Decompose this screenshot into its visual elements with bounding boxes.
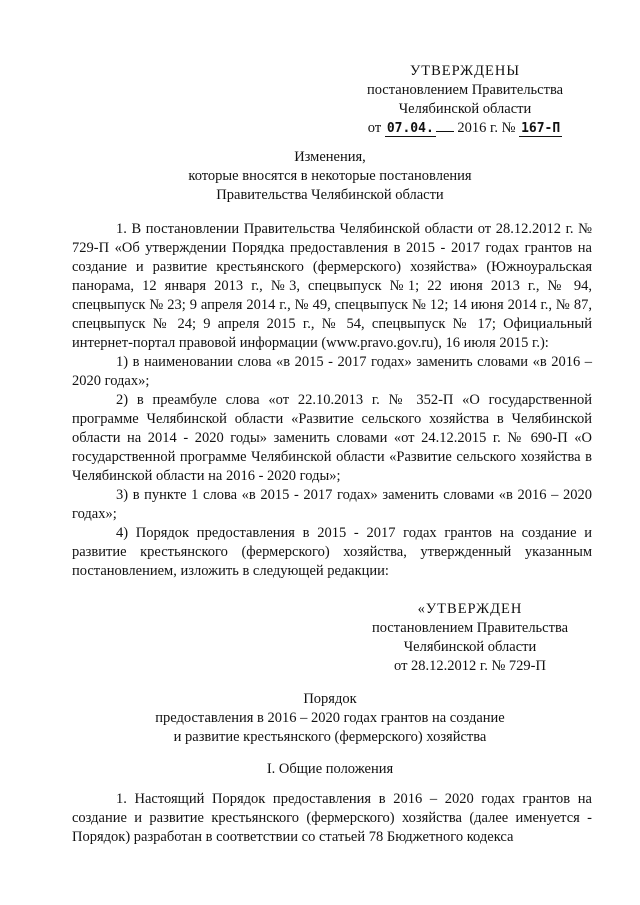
title-line-3: Правительства Челябинской области <box>216 187 444 203</box>
paragraph-4: 3) в пункте 1 слова «в 2015 - 2017 годах» заменить словами «в 2016 – 2020 годах»; <box>72 487 592 522</box>
approval-date-prefix: от <box>367 120 382 136</box>
paragraph-2: 1) в наименовании слова «в 2015 - 2017 годах» заменить словами «в 2016 – 2020 годах»; <box>72 354 592 389</box>
section-heading: I. Общие положения <box>266 761 394 777</box>
approval-heading: УТВЕРЖДЕНЫ <box>409 63 521 79</box>
approval-number-handwritten: 167-П <box>521 121 561 136</box>
paragraph-1: 1. В постановлении Правительства Челябинской области от 28.12.2012 г. № 729-П «Об утверждении Порядка предоставления в 2015 - 2017 годах грантов на создание и развитие крестьянского (фермерского) хозяйства» (Южноуральская панорама, 12 января 2013 г., №3, спецвыпуск №1; 22 июня 2013 г., № 94, спецвыпуск № 23; 9 апреля 2014 г., № 49, спецвыпуск № 12; 14 июня 2014 г., № 87, спецвыпуск № 24; 9 апреля 2015 г., № 54, спецвыпуск № 17; Официальный интернет-портал правовой информации (www.pravo.gov.ru), 16 июля 2015 г.): <box>72 221 592 351</box>
approval-date-year: 2016 г. № <box>457 120 516 136</box>
document-title <box>60 148 600 205</box>
order-line-2: предоставления в 2016 – 2020 годах грантов на создание <box>155 710 505 726</box>
approval-date-handwritten: 07.04. <box>386 121 434 136</box>
date-underline-gap <box>436 119 454 132</box>
title-line-1: Изменения, <box>294 149 366 165</box>
document-body <box>72 220 592 581</box>
approval2-line-1: постановлением Правительства <box>371 620 569 636</box>
final-paragraph: 1. Настоящий Порядок предоставления в 2016 – 2020 годах грантов на создание и развитие крестьянского (фермерского) хозяйства (далее именуется - Порядок) разработан в соответствии со статьей 78 Бюджетного кодекса <box>72 791 592 845</box>
approval-date-line <box>360 119 570 138</box>
approval-line-2: Челябинской области <box>398 101 532 117</box>
order-line-3: и развитие крестьянского (фермерского) хозяйства <box>173 729 487 745</box>
title-line-2: которые вносятся в некоторые постановления <box>188 168 472 184</box>
approval-stamp-2 <box>355 600 585 676</box>
approval2-line-2: Челябинской области <box>403 639 537 655</box>
approval-line-1: постановлением Правительства <box>366 82 564 98</box>
approval2-heading: «УТВЕРЖДЕН <box>417 601 523 617</box>
paragraph-3: 2) в преамбуле слова «от 22.10.2013 г. № 352-П «О государственной программе Челябинской области «Развитие сельского хозяйства в Челябинской области на 2014 - 2020 годы» заменить словами «от 24.12.2015 г. № 690-П «О государственной программе Челябинской области «Развитие сельского хозяйства в Челябинской области на 2016 - 2020 годы»; <box>72 392 592 484</box>
document-body-2 <box>72 790 592 847</box>
order-title <box>60 690 600 747</box>
approval-stamp <box>360 62 570 138</box>
order-line-1: Порядок <box>303 691 357 707</box>
paragraph-5: 4) Порядок предоставления в 2015 - 2017 годах грантов на создание и развитие крестьянского (фермерского) хозяйства, утвержденный указанным постановлением, изложить в следующей редакции: <box>72 525 592 579</box>
approval2-line-3: от 28.12.2012 г. № 729-П <box>394 658 546 674</box>
